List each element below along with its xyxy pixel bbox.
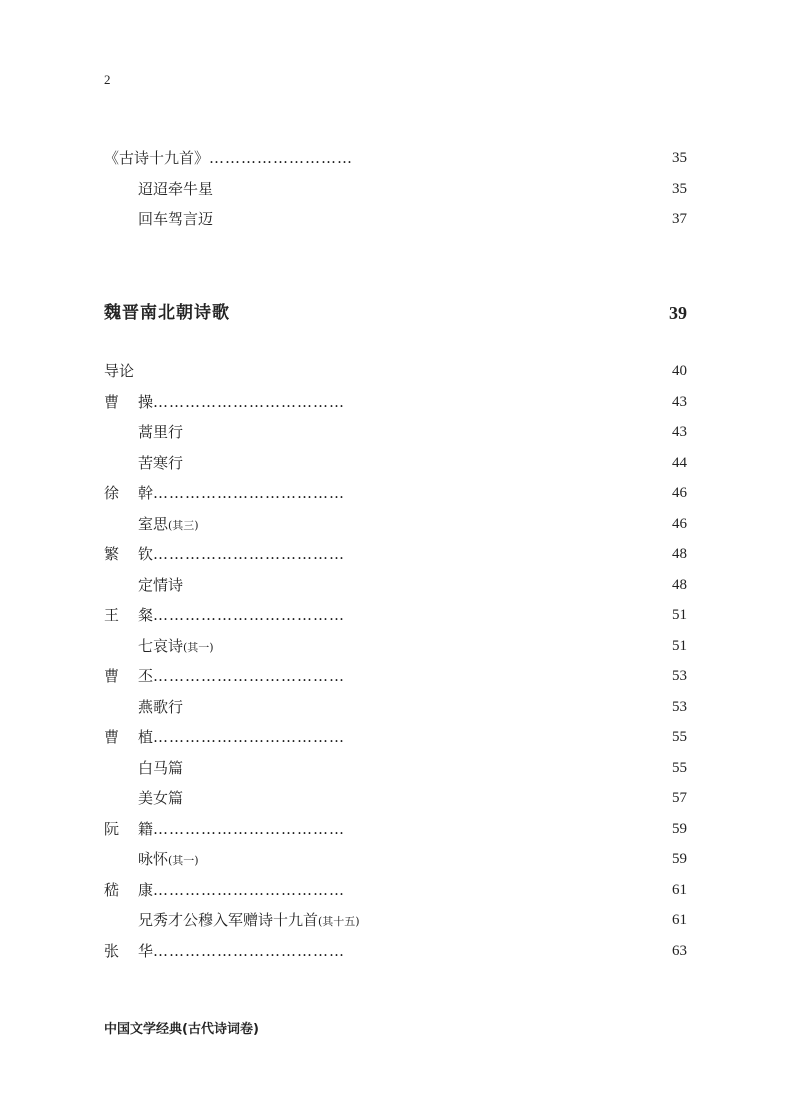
- entry-title: [138, 452, 183, 474]
- toc-poem-entry: [104, 421, 687, 443]
- entry-title: [104, 879, 345, 901]
- toc-entry: [104, 482, 687, 504]
- entry-text: 迢迢牵牛星: [138, 179, 214, 198]
- entry-title: [104, 940, 345, 962]
- entry-title: [138, 208, 213, 230]
- author-surname: 嵇: [104, 880, 120, 899]
- author-gap: [104, 391, 138, 413]
- entry-text: 咏怀: [138, 850, 169, 868]
- toc-poem-entry: [104, 208, 687, 230]
- toc-entry: [104, 665, 687, 687]
- toc-entry: [104, 879, 687, 901]
- entry-text: 室思: [138, 514, 169, 533]
- toc-poem-entry: [104, 178, 687, 200]
- author-given-name: 华: [138, 941, 154, 960]
- entry-page-number: 61: [672, 881, 687, 898]
- entry-page-number: 59: [672, 820, 687, 837]
- toc-entry: [104, 147, 687, 169]
- entry-title: [138, 848, 199, 872]
- entry-title: [138, 178, 213, 200]
- entry-title: [104, 604, 345, 626]
- entry-page-number: 48: [672, 546, 687, 562]
- entry-page-number: 35: [672, 180, 687, 197]
- author-surname: 曹: [104, 667, 120, 685]
- page-number: 2: [104, 72, 111, 87]
- entry-title: [138, 635, 214, 659]
- author-surname: 王: [104, 606, 120, 624]
- author-gap: [104, 818, 138, 840]
- entry-note: (其一): [168, 854, 199, 867]
- toc-entry: [104, 604, 687, 626]
- entry-title: [138, 909, 360, 933]
- entry-title: [138, 513, 199, 537]
- entry-text: 白马篇: [138, 758, 184, 777]
- entry-title: [138, 574, 183, 596]
- toc-poem-entry: [104, 909, 687, 931]
- toc-entry: [104, 818, 687, 840]
- leader-dots: ………………………………: [153, 667, 346, 685]
- toc-poem-entry: [104, 848, 687, 870]
- entry-text: 燕歌行: [138, 697, 184, 716]
- entry-page-number: 35: [672, 150, 687, 166]
- author-given-name: 粲: [138, 606, 154, 624]
- author-surname: 繁: [104, 545, 120, 563]
- toc-poem-entry: [104, 696, 687, 718]
- leader-dots: ………………………………: [153, 484, 346, 502]
- entry-text: 导论: [104, 362, 135, 380]
- entry-page-number: 59: [672, 851, 687, 867]
- entry-text: 兄秀才公穆入军赠诗十九首: [138, 911, 319, 929]
- entry-page-number: 55: [672, 759, 687, 776]
- toc-poem-entry: [104, 452, 687, 474]
- toc-entry: [104, 543, 687, 565]
- entry-page-number: 40: [672, 363, 687, 379]
- author-gap: [104, 726, 138, 748]
- leader-dots: ………………………………: [153, 941, 346, 960]
- entry-page-number: 43: [672, 424, 687, 440]
- entry-title: [104, 482, 345, 504]
- entry-title: [104, 665, 345, 687]
- author-gap: [104, 604, 138, 626]
- section-title: 魏晋南北朝诗歌: [104, 303, 230, 323]
- entry-text: 蒿里行: [138, 423, 184, 441]
- entry-title: [138, 696, 183, 718]
- entry-page-number: 63: [672, 942, 687, 959]
- footer-book-title: 中国文学经典(古代诗词卷): [104, 1022, 259, 1037]
- entry-page-number: 46: [672, 515, 687, 532]
- entry-page-number: 55: [672, 729, 687, 745]
- entry-page-number: 61: [672, 912, 687, 928]
- section-heading: [104, 300, 687, 326]
- leader-dots: ………………………………: [153, 606, 346, 624]
- entry-title: [104, 543, 345, 565]
- entry-note: (其三): [168, 518, 199, 532]
- toc-entry: [104, 360, 687, 382]
- entry-page-number: 51: [672, 607, 687, 623]
- author-surname: 阮: [104, 819, 120, 838]
- entry-title: [138, 757, 183, 779]
- leader-dots: ………………………: [209, 149, 354, 167]
- author-given-name: 丕: [138, 667, 154, 685]
- entry-text: 苦寒行: [138, 453, 184, 472]
- leader-dots: ………………………………: [153, 880, 346, 899]
- toc-entry: [104, 940, 687, 962]
- author-surname: 曹: [104, 728, 120, 746]
- author-given-name: 幹: [138, 484, 154, 502]
- entry-text: 《古诗十九首》: [104, 149, 210, 167]
- entry-page-number: 43: [672, 393, 687, 410]
- entry-title: [138, 787, 183, 809]
- entry-page-number: 44: [672, 454, 687, 471]
- entry-page-number: 37: [672, 211, 687, 227]
- author-surname: 曹: [104, 392, 120, 411]
- author-given-name: 植: [138, 728, 154, 746]
- entry-text: 七哀诗: [138, 636, 184, 655]
- author-gap: [104, 543, 138, 565]
- author-gap: [104, 482, 138, 504]
- entry-page-number: 51: [672, 637, 687, 654]
- author-gap: [104, 665, 138, 687]
- entry-title: [104, 147, 353, 169]
- leader-dots: ………………………………: [153, 545, 346, 563]
- entry-note: (其一): [183, 640, 214, 654]
- entry-title: [104, 360, 134, 382]
- entry-title: [104, 818, 345, 840]
- entry-text: 定情诗: [138, 575, 184, 594]
- entry-title: [104, 391, 345, 413]
- entry-page-number: 48: [672, 576, 687, 593]
- section-page-number: 39: [669, 303, 687, 323]
- toc-poem-entry: [104, 757, 687, 779]
- toc-entry: [104, 391, 687, 413]
- author-given-name: 康: [138, 880, 154, 899]
- leader-dots: ………………………………: [153, 392, 346, 411]
- entry-text: 回车驾言迈: [138, 210, 214, 228]
- leader-dots: ………………………………: [153, 728, 346, 746]
- toc-entry: [104, 726, 687, 748]
- author-given-name: 钦: [138, 545, 154, 563]
- toc-poem-entry: [104, 787, 687, 809]
- leader-dots: ………………………………: [153, 819, 346, 838]
- author-given-name: 操: [138, 392, 154, 411]
- entry-page-number: 53: [672, 668, 687, 684]
- entry-title: [138, 421, 183, 443]
- author-surname: 徐: [104, 484, 120, 502]
- entry-note: (其十五): [318, 915, 360, 928]
- author-gap: [104, 879, 138, 901]
- toc-poem-entry: [104, 635, 687, 657]
- entry-text: 美女篇: [138, 789, 184, 807]
- toc-poem-entry: [104, 574, 687, 596]
- author-given-name: 籍: [138, 819, 154, 838]
- entry-title: [104, 726, 345, 748]
- author-gap: [104, 940, 138, 962]
- entry-page-number: 46: [672, 485, 687, 501]
- toc-poem-entry: [104, 513, 687, 535]
- author-surname: 张: [104, 941, 120, 960]
- entry-page-number: 53: [672, 698, 687, 715]
- entry-page-number: 57: [672, 790, 687, 806]
